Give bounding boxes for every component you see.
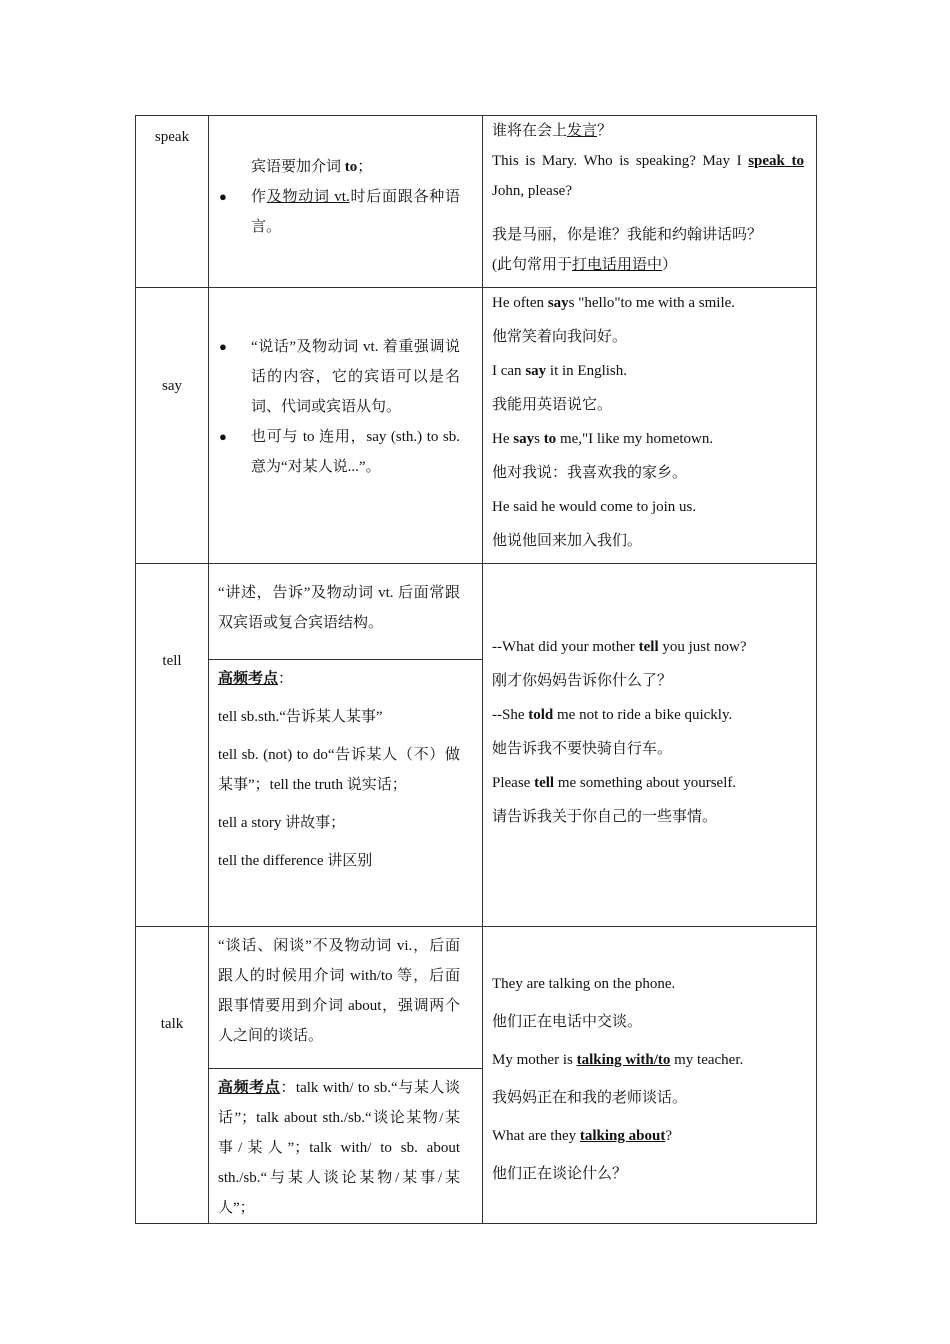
example-line: --She told me not to ride a bike quickly.	[492, 707, 733, 723]
examples-cell	[483, 288, 817, 564]
word-talk: talk	[160, 1016, 184, 1032]
example-line: 他们正在电话中交谈。	[492, 1014, 643, 1030]
usage-bullet: ● 作及物动词 vt.时后面跟各种语言。	[209, 182, 482, 242]
word-cell	[136, 564, 209, 927]
examples-cell	[483, 927, 817, 1224]
example-line: 我是马丽，你是谁？我能和约翰讲话吗？	[492, 227, 763, 243]
examples-cell	[483, 564, 817, 927]
key-point: tell sb. (not) to do“告诉某人（不）做某事”；tell the truth 说实话；	[218, 747, 460, 793]
example-line: They are talking on the phone.	[492, 976, 676, 992]
key-point: tell sb.sth.“告诉某人某事”	[218, 709, 383, 725]
row-say	[136, 288, 817, 564]
word-speak: speak	[154, 129, 190, 145]
example-line: 他常笑着向我问好。	[492, 329, 628, 345]
usage-cell	[209, 288, 483, 564]
usage-bullet: ● “说话”及物动词 vt. 着重强调说话的内容，它的宾语可以是名词、代词或宾语从句。	[209, 332, 482, 422]
usage-cell	[209, 564, 483, 927]
example-line: --What did your mother tell you just now?	[492, 639, 747, 655]
example-line: My mother is talking with/to my teacher.	[492, 1052, 744, 1068]
word-cell	[136, 927, 209, 1224]
row-talk	[136, 927, 817, 1224]
example-line: He often says "hello"to me with a smile.	[492, 295, 736, 311]
key-points-title: 高频考点	[218, 671, 279, 687]
row-speak	[136, 116, 817, 288]
example-line: 刚才你妈妈告诉你什么了？	[492, 673, 673, 689]
talk-key-points: 高频考点：talk with/ to sb.“与某人谈话”；talk about sth./sb.“谈论某物/某事/某人”；talk with/ to sb. about sth./sb.“与某人谈论某物/某事/某人”；	[209, 1068, 482, 1223]
word-cell	[136, 116, 209, 288]
word-cell	[136, 288, 209, 564]
key-points-title: 高频考点	[218, 1080, 281, 1096]
example-line: 我能用英语说它。	[492, 397, 613, 413]
word-tell: tell	[162, 653, 182, 669]
talk-definition: “谈话、闲谈”不及物动词 vi.，后面跟人的时候用介词 with/to 等，后面跟事情要用到介词 about，强调两个人之间的谈话。	[218, 938, 460, 1044]
usage-line: 宾语要加介词 to；	[251, 159, 373, 175]
tell-definition: “讲述，告诉”及物动词 vt. 后面常跟双宾语或复合宾语结构。	[218, 585, 460, 631]
example-line: 我妈妈正在和我的老师谈话。	[492, 1090, 688, 1106]
example-line: He said he would come to join us.	[492, 499, 697, 515]
example-line: 他对我说：我喜欢我的家乡。	[492, 465, 688, 481]
example-line: What are they talking about?	[492, 1128, 672, 1144]
key-point: tell a story 讲故事；	[218, 815, 346, 831]
example-line: 他们正在谈论什么？	[492, 1166, 628, 1182]
examples-cell	[483, 116, 817, 288]
word-say: say	[162, 377, 182, 394]
example-line: This is Mary. Who is speaking? May I speak to John, please?	[492, 153, 804, 199]
usage-cell	[209, 927, 483, 1224]
example-line: 谁将在会上发言？	[492, 123, 613, 139]
example-line: He says to me,"I like my hometown.	[492, 431, 714, 447]
row-tell	[136, 564, 817, 927]
tell-key-points: 高频考点： tell sb.sth.“告诉某人某事” tell sb. (not) to do“告诉某人（不）做某事”；tell the truth 说实话； tell a story 讲故事； tell the difference 讲区别	[209, 659, 482, 882]
example-line: 她告诉我不要快骑自行车。	[492, 741, 673, 757]
key-point: tell the difference 讲区别	[218, 853, 373, 869]
example-line: Please tell me something about yourself.	[492, 775, 737, 791]
example-line: (此句常用于打电话用语中）	[492, 257, 678, 273]
example-line: 请告诉我关于你自己的一些事情。	[492, 809, 718, 825]
usage-cell	[209, 116, 483, 288]
example-line: I can say it in English.	[492, 363, 627, 379]
vocabulary-table	[135, 115, 817, 1224]
usage-bullet: ● 也可与 to 连用，say (sth.) to sb.意为“对某人说...”。	[209, 422, 482, 482]
example-line: 他说他回来加入我们。	[492, 533, 643, 549]
